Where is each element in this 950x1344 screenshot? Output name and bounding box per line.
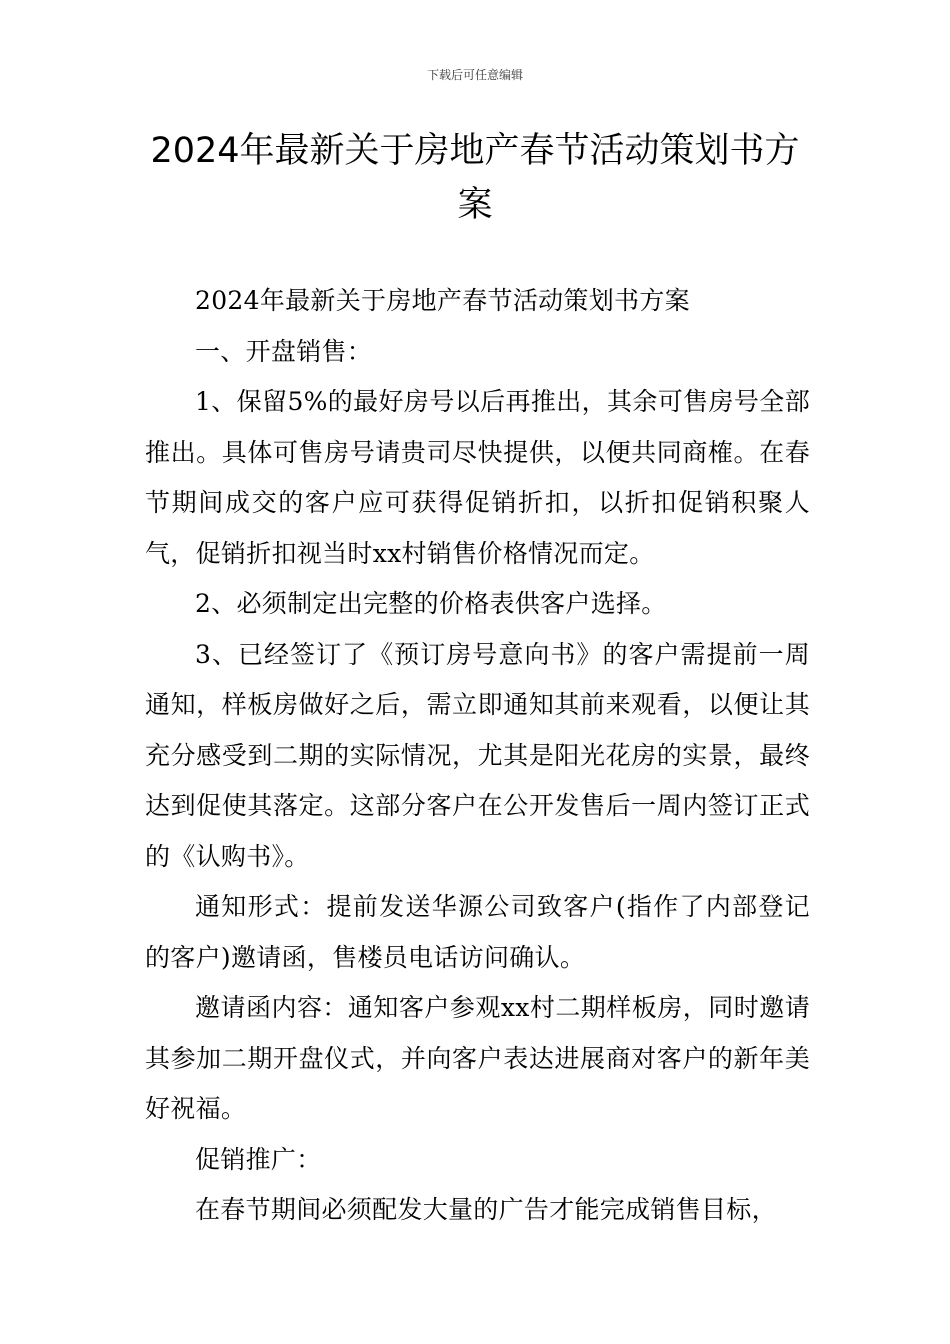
header-note: 下载后可任意编辑: [426, 68, 523, 82]
document-body: [145, 276, 810, 1236]
paragraph-item-3: 3、已经签订了《预订房号意向书》的客户需提前一周通知，样板房做好之后，需立即通知其前来观看，以便让其充分感受到二期的实际情况，尤其是阳光花房的实景，最终达到促使其落定。这部分客户在公开发售后一周内签订正式的《认购书》。: [145, 639, 810, 871]
paragraph-item-2: 2、必须制定出完整的价格表供客户选择。: [195, 589, 667, 618]
section-heading-opening-sales: 一、开盘销售：: [195, 336, 373, 366]
paragraph-item-1: 1、保留5%的最好房号以后再推出，其余可售房号全部推出。具体可售房号请贵司尽快提供，以便共同商榷。在春节期间成交的客户应可获得促销折扣，以折扣促销积聚人气，促销折扣视当时xx村销售价格情况而定。: [145, 387, 810, 568]
document-title: 2024年最新关于房地产春节活动策划书方案: [150, 131, 800, 225]
paragraph-title-repeat: 2024年最新关于房地产春节活动策划书方案: [195, 286, 690, 315]
paragraph-promotion-text: 在春节期间必须配发大量的广告才能完成销售目标，: [195, 1195, 777, 1224]
paragraph-notice-form: 通知形式：提前发送华源公司致客户(指作了内部登记的客户)邀请函，售楼员电话访问确认。: [145, 892, 810, 972]
paragraph-invitation-content: 邀请函内容：通知客户参观xx村二期样板房，同时邀请其参加二期开盘仪式，并向客户表达进展商对客户的新年美好祝福。: [145, 993, 810, 1123]
section-heading-promotion: 促销推广：: [195, 1144, 322, 1174]
